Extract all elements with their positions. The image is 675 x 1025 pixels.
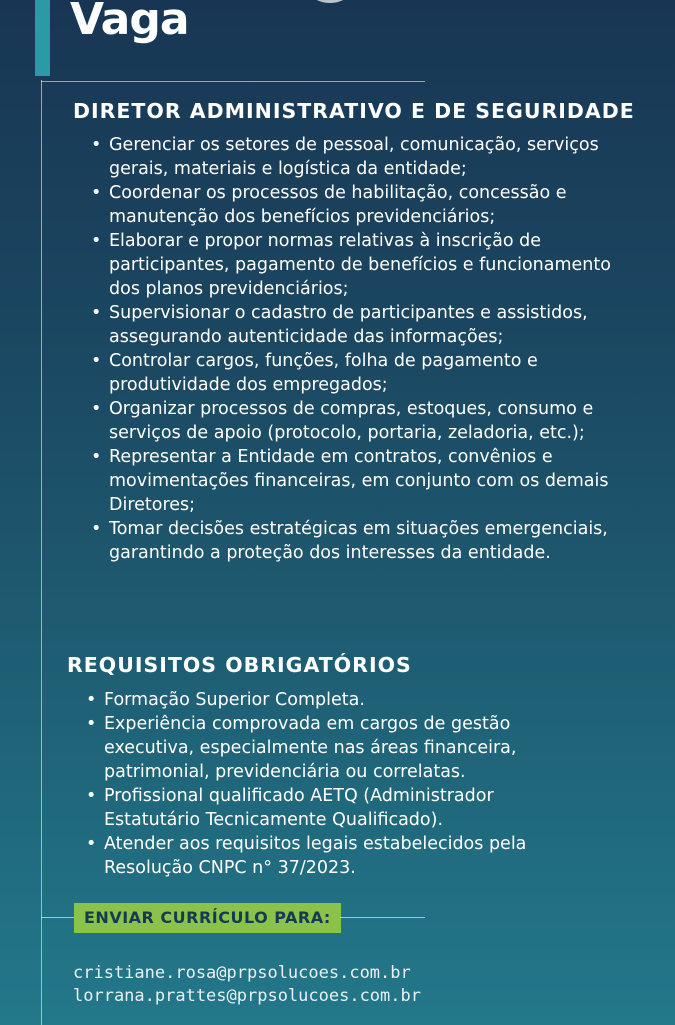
list-item: • Tomar decisões estratégicas em situações emergenciais, garantindo a proteção dos interesses da entidade. [91,517,631,565]
list-item: • Coordenar os processos de habilitação, concessão e manutenção dos benefícios previdenciários; [91,181,631,229]
email-link-1[interactable]: cristiane.rosa@prpsolucoes.com.br [73,963,411,983]
list-item: • Atender aos requisitos legais estabelecidos pela Resolução CNPC n° 37/2023. [86,832,566,880]
list-item: • Profissional qualificado AETQ (Administrador Estatutário Tecnicamente Qualificado). [86,784,566,832]
list-item: • Elaborar e propor normas relativas à inscrição de participantes, pagamento de benefícios e funcionamento dos planos previdenciários; [91,229,631,301]
vertical-divider [41,80,42,1025]
send-cv-label: ENVIAR CURRÍCULO PARA: [74,903,341,933]
footer-divider-right [340,917,425,918]
list-item: • Gerenciar os setores de pessoal, comunicação, serviços gerais, materiais e logística da entidade; [91,133,631,181]
top-divider [41,81,425,82]
list-item: • Formação Superior Completa. [86,688,566,712]
list-item: • Organizar processos de compras, estoques, consumo e serviços de apoio (protocolo, portaria, zeladoria, etc.); [91,397,631,445]
decorative-arc [300,0,360,3]
page-title: Vaga [70,0,189,45]
footer-divider-left [41,917,74,918]
duties-list [91,133,631,565]
list-item: • Controlar cargos, funções, folha de pagamento e produtividade dos empregados; [91,349,631,397]
email-link-2[interactable]: lorrana.prattes@prpsolucoes.com.br [73,986,421,1006]
list-item: • Experiência comprovada em cargos de gestão executiva, especialmente nas áreas financeira, patrimonial, previdenciária ou correlatas. [86,712,566,784]
role-title: DIRETOR ADMINISTRATIVO E DE SEGURIDADE [73,99,635,123]
requirements-list [86,688,566,880]
requirements-title: REQUISITOS OBRIGATÓRIOS [67,653,412,677]
list-item: • Representar a Entidade em contratos, convênios e movimentações financeiras, em conjunto com os demais Diretores; [91,445,631,517]
list-item: • Supervisionar o cadastro de participantes e assistidos, assegurando autenticidade das informações; [91,301,631,349]
contact-emails [73,962,421,1008]
accent-bar [35,0,50,76]
